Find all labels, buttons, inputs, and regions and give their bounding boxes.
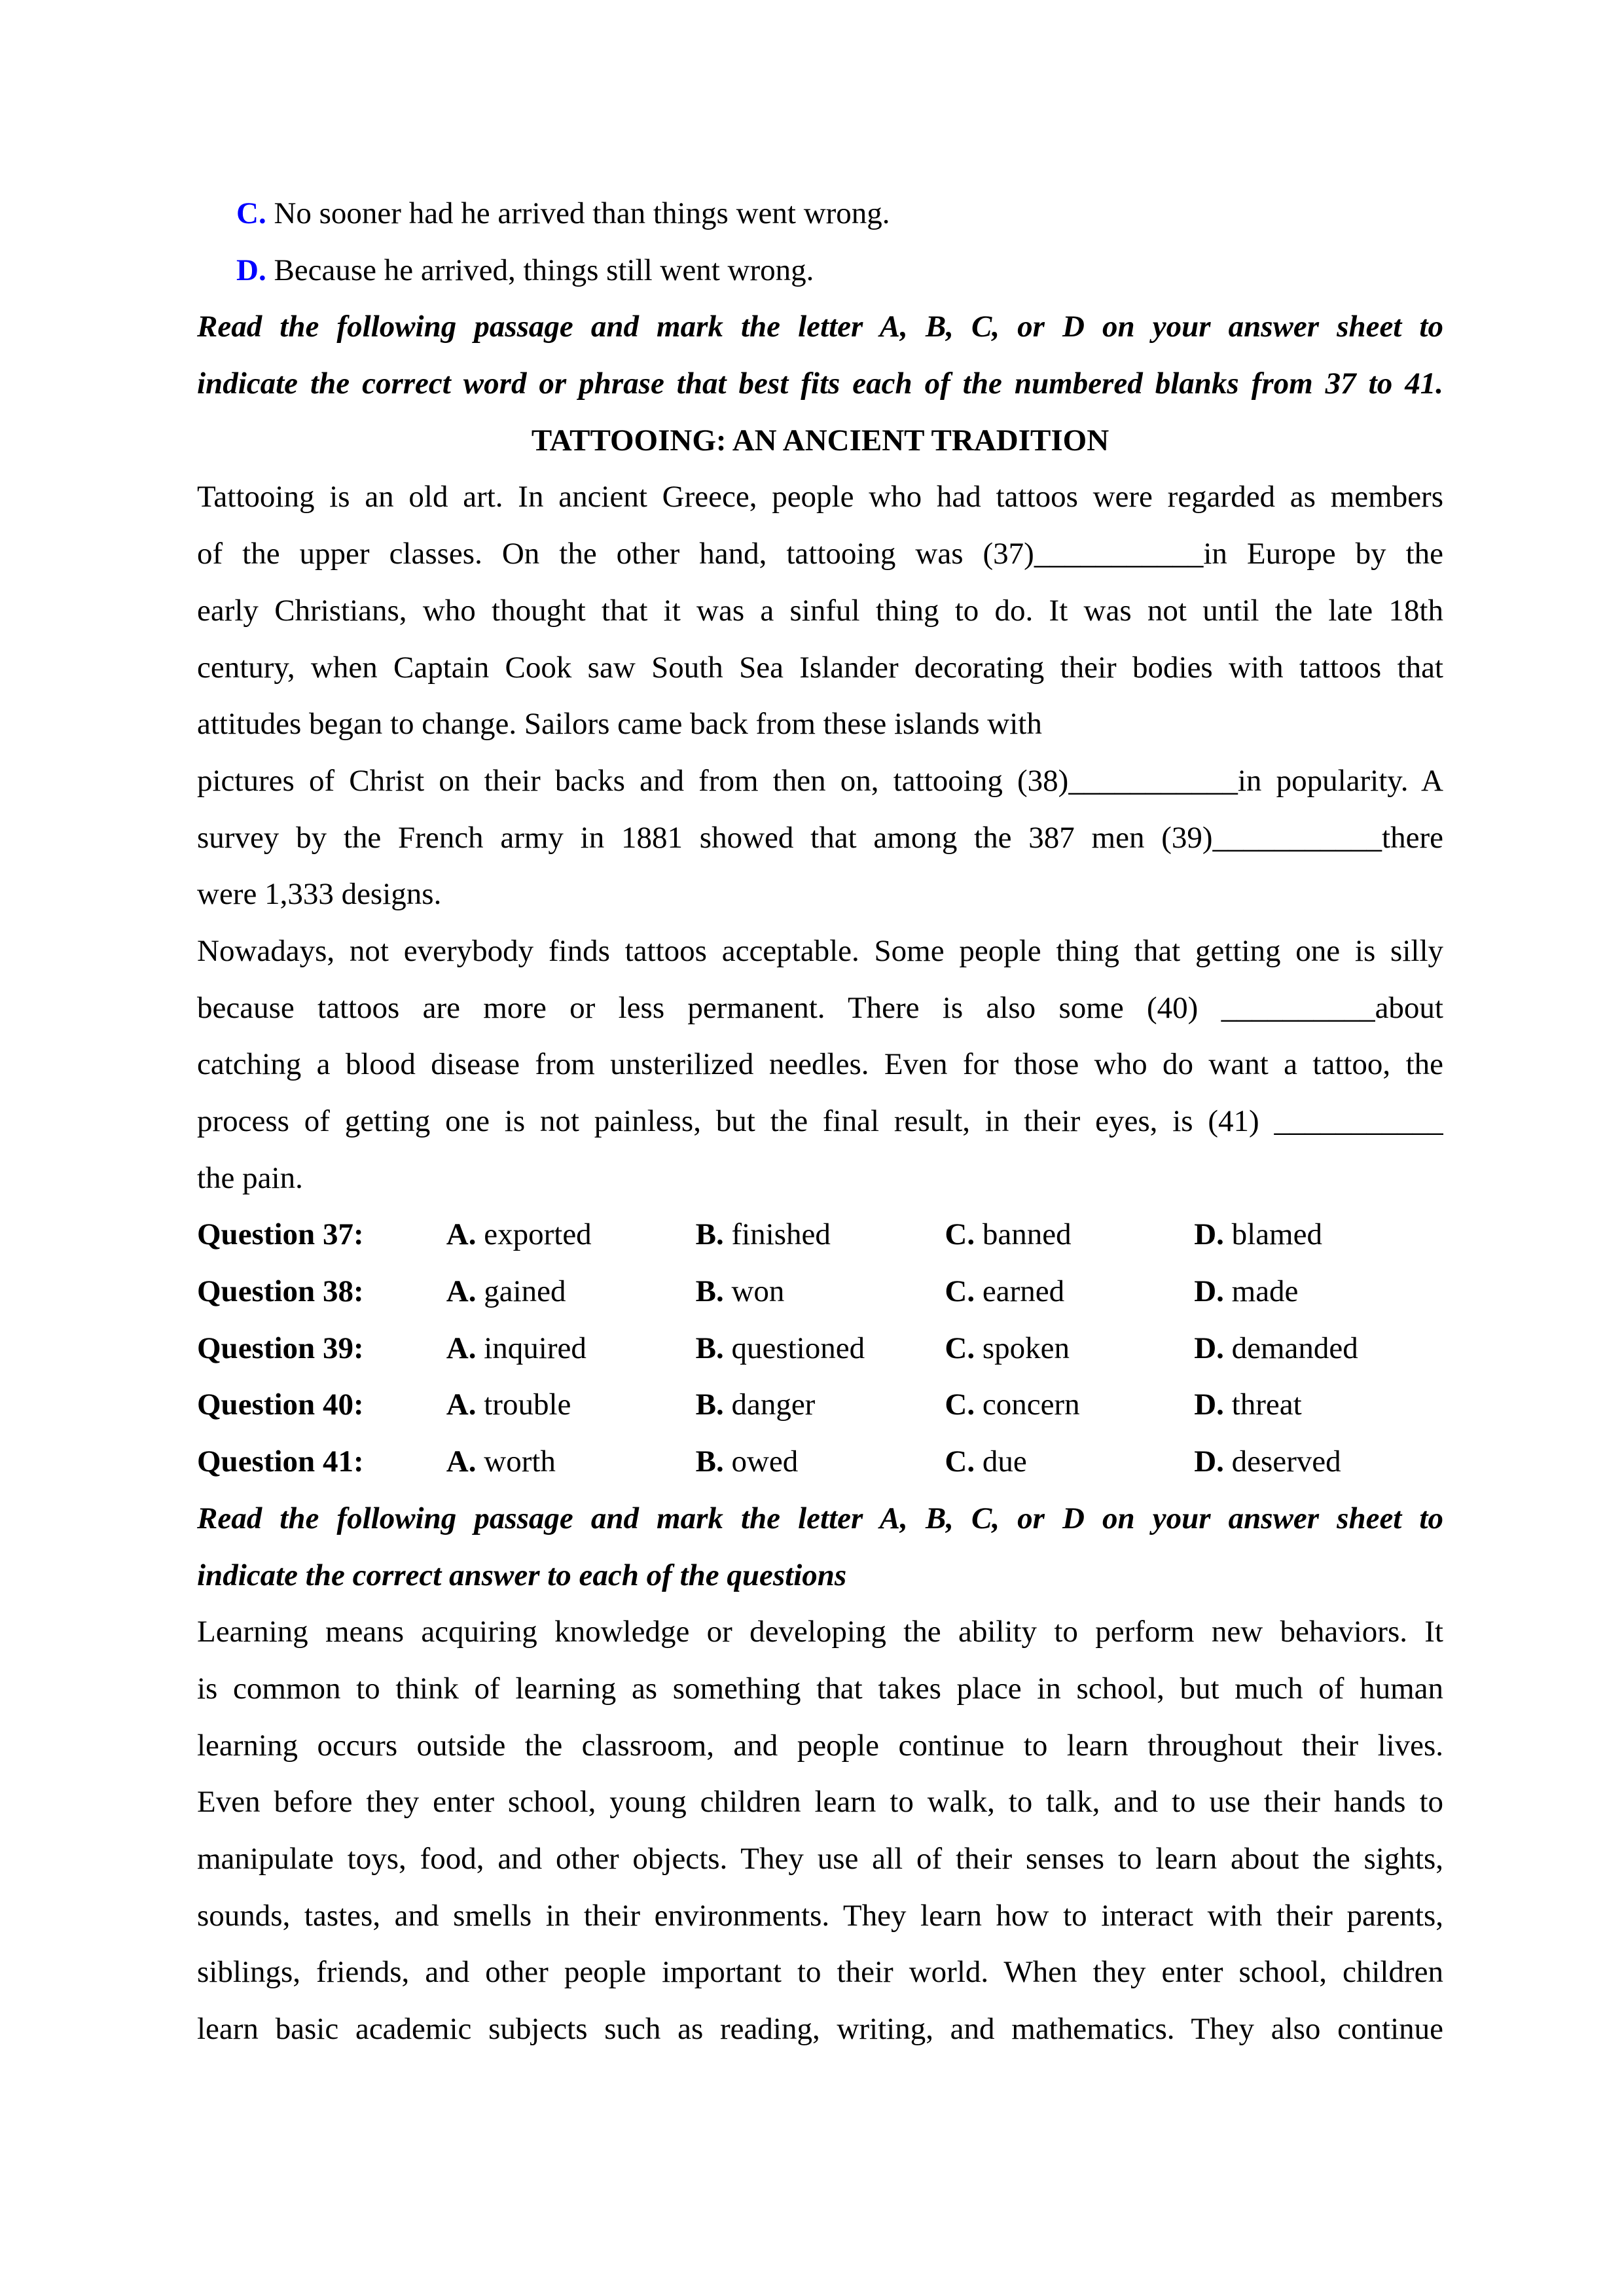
answer-text: concern	[982, 1388, 1080, 1422]
question-label: Question 37:	[197, 1217, 364, 1252]
answer-letter: B.	[695, 1388, 724, 1422]
answer-text: finished	[731, 1217, 831, 1252]
passage-line: catching a blood disease from unsterilized needles. Even for those who do want a tattoo, the	[197, 1047, 1443, 1082]
passage-line: process of getting one is not painless, but the final result, in their eyes, is (41) ___________	[197, 1104, 1443, 1138]
answer-text: spoken	[982, 1331, 1070, 1365]
answer-option	[945, 1263, 1194, 1320]
option-text: Because he arrived, things still went wrong.	[274, 253, 814, 287]
answer-text: threat	[1231, 1388, 1302, 1422]
question-label: Question 41:	[197, 1444, 364, 1479]
answer-letter: A.	[446, 1217, 477, 1252]
passage-line: Learning means acquiring knowledge or developing the ability to perform new behaviors. It	[197, 1615, 1443, 1649]
answer-option	[1194, 1376, 1443, 1433]
answer-letter: C.	[945, 1444, 975, 1479]
answer-text: inquired	[484, 1331, 586, 1365]
passage-line: learning occurs outside the classroom, and people continue to learn throughout their lives.	[197, 1728, 1443, 1763]
question-row	[197, 1376, 1443, 1433]
answer-text: trouble	[484, 1388, 571, 1422]
answer-text: exported	[484, 1217, 592, 1252]
passage-line: Nowadays, not everybody finds tattoos acceptable. Some people thing that getting one is silly	[197, 933, 1443, 968]
option-letter: C.	[236, 196, 266, 230]
answer-letter: A.	[446, 1444, 477, 1479]
answer-option	[945, 1433, 1194, 1490]
answer-option	[446, 1433, 696, 1490]
passage-line: attitudes began to change. Sailors came back from these islands with	[197, 707, 1042, 742]
answer-option	[446, 1320, 696, 1377]
option-c	[197, 185, 1443, 242]
answer-text: deserved	[1231, 1444, 1341, 1479]
instruction-line: Read the following passage and mark the letter A, B, C, or D on your answer sheet to	[197, 1501, 1443, 1535]
answer-text: questioned	[731, 1331, 865, 1365]
answer-letter: D.	[1194, 1444, 1224, 1479]
passage-line: learn basic academic subjects such as reading, writing, and mathematics. They also continue	[197, 2012, 1443, 2046]
answer-option	[945, 1320, 1194, 1377]
answer-option	[1194, 1263, 1443, 1320]
passage-line: Tattooing is an old art. In ancient Greece, people who had tattoos were regarded as members	[197, 480, 1443, 514]
answer-option	[446, 1376, 696, 1433]
question-row	[197, 1263, 1443, 1320]
answer-letter: B.	[695, 1331, 724, 1365]
answer-text: blamed	[1231, 1217, 1322, 1252]
answer-option	[696, 1263, 945, 1320]
answer-letter: C.	[945, 1388, 975, 1422]
answer-letter: A.	[446, 1331, 477, 1365]
answer-text: made	[1231, 1274, 1299, 1309]
answer-option	[696, 1376, 945, 1433]
passage-line: manipulate toys, food, and other objects. They use all of their senses to learn about the sights,	[197, 1841, 1443, 1876]
answer-option	[1194, 1206, 1443, 1263]
answer-option	[945, 1376, 1194, 1433]
passage-line: survey by the French army in 1881 showed that among the 387 men (39)___________there	[197, 820, 1443, 855]
option-d	[197, 242, 1443, 299]
passage-line: pictures of Christ on their backs and from then on, tattooing (38)___________in popularity. A	[197, 763, 1443, 798]
answer-letter: C.	[945, 1331, 975, 1365]
passage-line: siblings, friends, and other people important to their world. When they enter school, children	[197, 1955, 1443, 1990]
answer-letter: D.	[1194, 1331, 1224, 1365]
answer-text: demanded	[1231, 1331, 1358, 1365]
question-row	[197, 1320, 1443, 1377]
answer-text: earned	[982, 1274, 1065, 1309]
passage-line: early Christians, who thought that it was a sinful thing to do. It was not until the late 18th	[197, 593, 1443, 628]
question-label: Question 40:	[197, 1388, 364, 1422]
question-label: Question 38:	[197, 1274, 364, 1309]
passage-line: sounds, tastes, and smells in their environments. They learn how to interact with their parents,	[197, 1898, 1443, 1933]
option-letter: D.	[236, 253, 266, 287]
answer-text: danger	[731, 1388, 816, 1422]
answer-option	[945, 1206, 1194, 1263]
answer-letter: C.	[945, 1217, 975, 1252]
passage-line: because tattoos are more or less permanent. There is also some (40) __________about	[197, 990, 1443, 1025]
answer-text: banned	[982, 1217, 1072, 1252]
answer-option	[1194, 1320, 1443, 1377]
answer-letter: D.	[1194, 1217, 1224, 1252]
instruction-line: Read the following passage and mark the letter A, B, C, or D on your answer sheet to	[197, 310, 1443, 344]
answer-option	[446, 1206, 696, 1263]
passage-line: of the upper classes. On the other hand, tattooing was (37)___________in Europe by the	[197, 537, 1443, 571]
answer-option	[696, 1320, 945, 1377]
answer-text: due	[982, 1444, 1027, 1479]
answer-option	[446, 1263, 696, 1320]
answer-letter: B.	[695, 1217, 724, 1252]
answer-text: owed	[731, 1444, 799, 1479]
question-label: Question 39:	[197, 1331, 364, 1365]
answer-text: worth	[484, 1444, 556, 1479]
passage-line: century, when Captain Cook saw South Sea Islander decorating their bodies with tattoos that	[197, 650, 1443, 685]
answer-text: gained	[484, 1274, 566, 1309]
passage-line: is common to think of learning as something that takes place in school, but much of human	[197, 1671, 1443, 1706]
answer-letter: D.	[1194, 1274, 1224, 1309]
instruction-line: indicate the correct answer to each of the questions	[197, 1558, 847, 1592]
answer-letter: A.	[446, 1274, 477, 1309]
question-row	[197, 1433, 1443, 1490]
answer-letter: D.	[1194, 1388, 1224, 1422]
answer-option	[1194, 1433, 1443, 1490]
answer-option	[696, 1206, 945, 1263]
answer-text: won	[731, 1274, 785, 1309]
question-row	[197, 1206, 1443, 1263]
answer-letter: C.	[945, 1274, 975, 1309]
passage-title: TATTOOING: AN ANCIENT TRADITION	[531, 423, 1110, 457]
option-text: No sooner had he arrived than things went wrong.	[274, 196, 890, 230]
answer-option	[696, 1433, 945, 1490]
passage-line: Even before they enter school, young children learn to walk, to talk, and to use their hands to	[197, 1785, 1443, 1820]
passage-line: the pain.	[197, 1160, 303, 1195]
answer-letter: A.	[446, 1388, 477, 1422]
answer-letter: B.	[695, 1444, 724, 1479]
instruction-line: indicate the correct word or phrase that best fits each of the numbered blanks from 37 to 41.	[197, 367, 1443, 401]
answer-letter: B.	[695, 1274, 724, 1309]
passage-line: were 1,333 designs.	[197, 877, 442, 912]
document-page	[197, 185, 1443, 2058]
